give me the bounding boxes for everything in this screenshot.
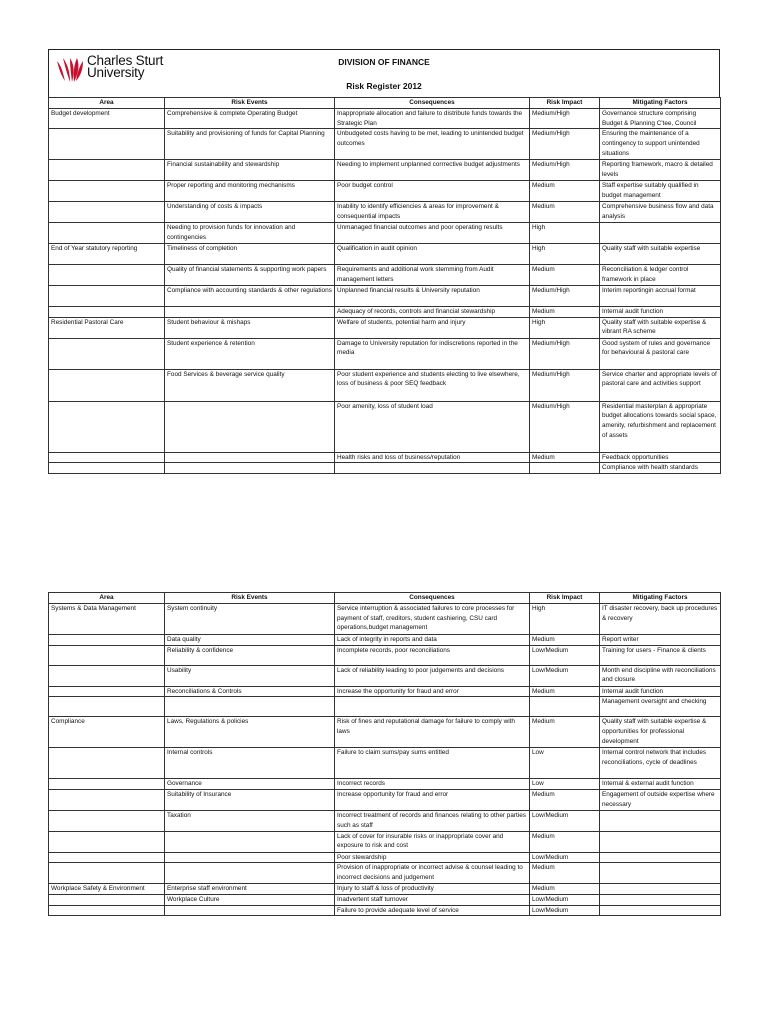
cell-area [49, 686, 165, 697]
table-row [49, 884, 721, 895]
cell-area: Residential Pastoral Care [49, 317, 165, 338]
table-row [49, 369, 721, 401]
cell-risk-impact: Low [530, 748, 600, 779]
cell-risk-impact: Low/Medium [530, 894, 600, 905]
cell-risk-impact: Low/Medium [530, 665, 600, 686]
cell-consequence: Unbudgeted costs having to be met, leading to unintended budget outcomes [335, 129, 530, 160]
risk-register-table-2 [48, 592, 721, 916]
table-row [49, 645, 721, 665]
cell-risk-impact: High [530, 244, 600, 265]
cell-consequence: Qualification in audit opinion [335, 244, 530, 265]
cell-risk-event: Proper reporting and monitoring mechanisms [165, 181, 335, 202]
cell-consequence: Poor student experience and students electing to live elsewhere, loss of business & poor SEQ feedback [335, 369, 530, 401]
cell-risk-impact [530, 697, 600, 717]
cell-mitigating-factor [600, 852, 721, 863]
column-header-consequences: Consequences [335, 98, 530, 109]
table-row [49, 717, 721, 748]
cell-risk-event: Workplace Culture [165, 894, 335, 905]
logo-line-1: Charles Sturt [87, 53, 164, 68]
cell-risk-event [165, 905, 335, 916]
cell-risk-impact: Medium [530, 863, 600, 884]
table-row [49, 223, 721, 244]
risk-register-table-1 [48, 97, 721, 474]
table-row [49, 202, 721, 223]
cell-risk-event: Food Services & beverage service quality [165, 369, 335, 401]
cell-area [49, 160, 165, 181]
cell-risk-event: Suitability and provisioning of funds for Capital Planning [165, 129, 335, 160]
cell-risk-event: Usability [165, 665, 335, 686]
table-row [49, 831, 721, 852]
cell-mitigating-factor: Internal & external audit function [600, 779, 721, 790]
cell-risk-event [165, 401, 335, 452]
cell-consequence [335, 697, 530, 717]
table-row [49, 109, 721, 129]
cell-area [49, 401, 165, 452]
cell-area [49, 223, 165, 244]
cell-risk-event: Needing to provision funds for innovation and contingencies [165, 223, 335, 244]
table-row [49, 894, 721, 905]
cell-risk-impact: Medium [530, 717, 600, 748]
cell-risk-impact: Medium/High [530, 109, 600, 129]
cell-consequence: Health risks and loss of business/reputation [335, 452, 530, 463]
table-row [49, 401, 721, 452]
cell-area [49, 665, 165, 686]
cell-consequence: Inappropriate allocation and failure to distribute funds towards the Strategic Plan [335, 109, 530, 129]
cell-risk-impact: Medium [530, 831, 600, 852]
cell-risk-event [165, 452, 335, 463]
cell-risk-impact: Medium [530, 181, 600, 202]
cell-risk-impact: High [530, 223, 600, 244]
page-subtitle: Risk Register 2012 [346, 81, 422, 91]
cell-consequence: Injury to staff & loss of productivity [335, 884, 530, 895]
column-header-area: Area [49, 593, 165, 604]
cell-risk-impact: Medium/High [530, 129, 600, 160]
cell-mitigating-factor: Quality staff with suitable expertise & opportunities for professional development [600, 717, 721, 748]
logo-line-2: University [87, 65, 145, 80]
cell-mitigating-factor: Training for users - Finance & clients [600, 645, 721, 665]
cell-consequence: Failure to claim sums/pay sums entitled [335, 748, 530, 779]
cell-consequence: Unplanned financial results & University reputation [335, 285, 530, 306]
cell-consequence: Requirements and additional work stemming from Audit management letters [335, 265, 530, 285]
cell-risk-impact: Medium [530, 452, 600, 463]
table-row [49, 463, 721, 474]
cell-risk-impact: High [530, 604, 600, 635]
cell-area: Workplace Safety & Environment [49, 884, 165, 895]
table-row [49, 129, 721, 160]
cell-area [49, 894, 165, 905]
cell-mitigating-factor: Internal audit function [600, 686, 721, 697]
cell-risk-impact: Medium [530, 686, 600, 697]
cell-area [49, 635, 165, 646]
cell-mitigating-factor: Service charter and appropriate levels of pastoral care and activities support [600, 369, 721, 401]
cell-area [49, 863, 165, 884]
table-row [49, 697, 721, 717]
cell-risk-impact: Low/Medium [530, 905, 600, 916]
cell-area [49, 265, 165, 285]
cell-risk-event: Governance [165, 779, 335, 790]
cell-area [49, 369, 165, 401]
cell-risk-event: Internal controls [165, 748, 335, 779]
cell-consequence: Provision of inappropriate or incorrect advise & counsel leading to incorrect decisions and judgement [335, 863, 530, 884]
column-header-risk-events: Risk Events [165, 98, 335, 109]
cell-area: End of Year statutory reporting [49, 244, 165, 265]
cell-mitigating-factor [600, 811, 721, 831]
cell-risk-impact: Medium [530, 306, 600, 317]
cell-consequence: Unmanaged financial outcomes and poor operating results [335, 223, 530, 244]
cell-risk-event: Data quality [165, 635, 335, 646]
cell-area [49, 852, 165, 863]
cell-consequence [335, 463, 530, 474]
cell-mitigating-factor: Reconciliation & ledger control framework in place [600, 265, 721, 285]
table-header-row [49, 98, 721, 109]
cell-area [49, 202, 165, 223]
cell-risk-impact: Medium [530, 265, 600, 285]
table-row [49, 452, 721, 463]
cell-mitigating-factor: Ensuring the maintenance of a contingency to support unintended situations [600, 129, 721, 160]
cell-mitigating-factor: IT disaster recovery, back up procedures & recovery [600, 604, 721, 635]
cell-consequence: Lack of integrity in reports and data [335, 635, 530, 646]
cell-risk-event: Financial sustainability and stewardship [165, 160, 335, 181]
cell-area [49, 790, 165, 811]
cell-risk-impact: Low [530, 779, 600, 790]
table-row [49, 285, 721, 306]
cell-area [49, 463, 165, 474]
cell-area [49, 831, 165, 852]
cell-consequence: Welfare of students, potential harm and injury [335, 317, 530, 338]
cell-risk-event [165, 852, 335, 863]
cell-risk-event: Laws, Regulations & policies [165, 717, 335, 748]
cell-risk-impact: Low/Medium [530, 811, 600, 831]
cell-mitigating-factor [600, 863, 721, 884]
table-header-row [49, 593, 721, 604]
table-row [49, 790, 721, 811]
cell-consequence: Inadvertent staff turnover [335, 894, 530, 905]
cell-mitigating-factor: Comprehensive business flow and data analysis [600, 202, 721, 223]
cell-consequence: Adequacy of records, controls and financial stewardship [335, 306, 530, 317]
table-row [49, 863, 721, 884]
table-row [49, 244, 721, 265]
cell-risk-event: Reconciliations & Controls [165, 686, 335, 697]
cell-consequence: Risk of fines and reputational damage for failure to comply with laws [335, 717, 530, 748]
table-row [49, 905, 721, 916]
cell-area: Budget development [49, 109, 165, 129]
cell-mitigating-factor: Interim reportingin accrual format [600, 285, 721, 306]
cell-mitigating-factor: Feedback opportunities [600, 452, 721, 463]
cell-risk-event: Taxation [165, 811, 335, 831]
cell-risk-impact: Medium/High [530, 285, 600, 306]
cell-risk-event: Comprehensive & complete Operating Budget [165, 109, 335, 129]
cell-area [49, 181, 165, 202]
cell-area: Compliance [49, 717, 165, 748]
cell-area [49, 452, 165, 463]
cell-area [49, 748, 165, 779]
column-header-risk-impact: Risk Impact [530, 593, 600, 604]
cell-consequence: Service interruption & associated failures to core processes for payment of staff, creditors, student cashiering, CSU card operations,budget management [335, 604, 530, 635]
table-row [49, 338, 721, 369]
cell-mitigating-factor: Good system of rules and governance for behavioural & pastoral care [600, 338, 721, 369]
cell-risk-impact: Medium/High [530, 338, 600, 369]
cell-risk-impact: Medium/High [530, 160, 600, 181]
cell-consequence: Failure to provide adequate level of service [335, 905, 530, 916]
cell-consequence: Incomplete records, poor reconciliations [335, 645, 530, 665]
page-title: DIVISION OF FINANCE [338, 57, 430, 67]
table-row [49, 686, 721, 697]
cell-risk-event: Understanding of costs & impacts [165, 202, 335, 223]
cell-risk-impact: Low/Medium [530, 852, 600, 863]
cell-mitigating-factor: Internal audit function [600, 306, 721, 317]
cell-mitigating-factor: Quality staff with suitable expertise [600, 244, 721, 265]
cell-mitigating-factor: Compliance with health standards [600, 463, 721, 474]
cell-risk-event: Suitability of Insurance [165, 790, 335, 811]
column-header-area: Area [49, 98, 165, 109]
cell-risk-impact: Medium [530, 635, 600, 646]
cell-consequence: Incorrect treatment of records and finances relating to other parties such as staff [335, 811, 530, 831]
cell-risk-impact: Low/Medium [530, 645, 600, 665]
cell-risk-event [165, 863, 335, 884]
column-header-consequences: Consequences [335, 593, 530, 604]
table-row [49, 811, 721, 831]
table-row [49, 317, 721, 338]
cell-risk-event: Student behaviour & mishaps [165, 317, 335, 338]
cell-consequence: Incorrect records [335, 779, 530, 790]
column-header-mitigating-factors: Mitigating Factors [600, 593, 721, 604]
cell-area [49, 697, 165, 717]
cell-risk-impact: Medium [530, 884, 600, 895]
cell-mitigating-factor: Report writer [600, 635, 721, 646]
table-row [49, 635, 721, 646]
cell-area [49, 779, 165, 790]
cell-area [49, 306, 165, 317]
cell-mitigating-factor: Internal control network that includes reconciliations, cycle of deadlines [600, 748, 721, 779]
cell-risk-impact: Medium [530, 202, 600, 223]
column-header-risk-events: Risk Events [165, 593, 335, 604]
cell-mitigating-factor: Quality staff with suitable expertise & vibrant RA scheme [600, 317, 721, 338]
cell-mitigating-factor [600, 831, 721, 852]
table-row [49, 306, 721, 317]
cell-mitigating-factor [600, 884, 721, 895]
cell-mitigating-factor: Staff expertise suitably qualified in budget management [600, 181, 721, 202]
cell-consequence: Damage to University reputation for indiscretions reported in the media [335, 338, 530, 369]
cell-consequence: Increase the opportunity for fraud and error [335, 686, 530, 697]
table-row [49, 160, 721, 181]
table-row [49, 852, 721, 863]
cell-risk-impact: Medium/High [530, 401, 600, 452]
table-row [49, 181, 721, 202]
cell-consequence: Inability to identify efficiencies & areas for improvement & consequential impacts [335, 202, 530, 223]
cell-area: Systems & Data Management [49, 604, 165, 635]
cell-mitigating-factor [600, 905, 721, 916]
document-header [48, 49, 720, 97]
cell-risk-event: Quality of financial statements & supporting work papers [165, 265, 335, 285]
cell-consequence: Poor stewardship [335, 852, 530, 863]
cell-risk-event [165, 306, 335, 317]
cell-area [49, 811, 165, 831]
cell-mitigating-factor: Residential masterplan & appropriate budget allocations towards social space, amenity, refurbishment and replacement of assets [600, 401, 721, 452]
cell-consequence: Needing to implement unplanned corrrective budget adjustments [335, 160, 530, 181]
table-row [49, 604, 721, 635]
cell-mitigating-factor: Reporting framework, macro & detailed levels [600, 160, 721, 181]
cell-area [49, 905, 165, 916]
cell-mitigating-factor: Governance structure comprising Budget & Planning C'tee, Council [600, 109, 721, 129]
cell-mitigating-factor [600, 894, 721, 905]
cell-consequence: Poor amenity, loss of student load [335, 401, 530, 452]
cell-risk-impact: Medium [530, 790, 600, 811]
table-row [49, 265, 721, 285]
cell-risk-event: Student experience & retention [165, 338, 335, 369]
cell-consequence: Lack of cover for insurable risks or inappropriate cover and exposure to risk and cost [335, 831, 530, 852]
table-row [49, 748, 721, 779]
cell-risk-event: Timeliness of completion [165, 244, 335, 265]
cell-risk-event [165, 463, 335, 474]
cell-area [49, 285, 165, 306]
table-row [49, 779, 721, 790]
cell-risk-impact: High [530, 317, 600, 338]
cell-mitigating-factor: Month end discipline with reconciliations and closure [600, 665, 721, 686]
table-row [49, 665, 721, 686]
column-header-risk-impact: Risk Impact [530, 98, 600, 109]
cell-risk-impact [530, 463, 600, 474]
cell-mitigating-factor: Management oversight and checking [600, 697, 721, 717]
cell-risk-event [165, 697, 335, 717]
cell-consequence: Poor budget control [335, 181, 530, 202]
cell-mitigating-factor: Engagement of outside expertise where necessary [600, 790, 721, 811]
cell-area [49, 338, 165, 369]
cell-consequence: Increase opportunity for fraud and error [335, 790, 530, 811]
cell-risk-event [165, 831, 335, 852]
cell-risk-event: Reliability & confidence [165, 645, 335, 665]
cell-risk-event: Enterprise staff environment [165, 884, 335, 895]
cell-risk-event: System continuity [165, 604, 335, 635]
cell-risk-event: Compliance with accounting standards & other regulations [165, 285, 335, 306]
column-header-mitigating-factors: Mitigating Factors [600, 98, 721, 109]
cell-area [49, 645, 165, 665]
cell-mitigating-factor [600, 223, 721, 244]
cell-consequence: Lack of reliability leading to poor judgements and decisions [335, 665, 530, 686]
cell-risk-impact: Medium/High [530, 369, 600, 401]
cell-area [49, 129, 165, 160]
